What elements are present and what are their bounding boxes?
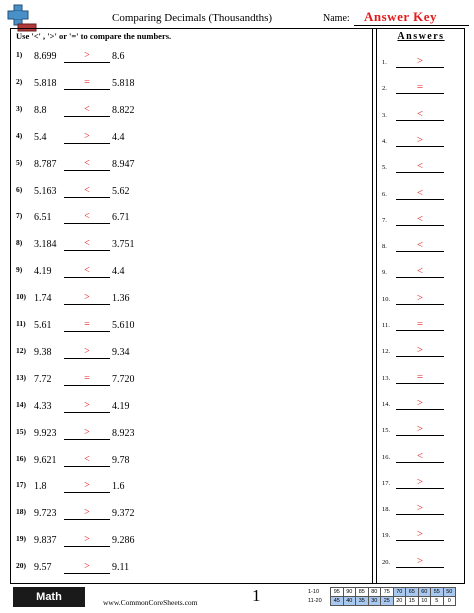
answer-number: 17. bbox=[382, 479, 391, 487]
answer-column-divider bbox=[372, 28, 373, 584]
question-number: 10) bbox=[16, 292, 26, 302]
answer-line[interactable]: > bbox=[396, 556, 444, 568]
right-number: 9.11 bbox=[112, 562, 130, 574]
answer-blank[interactable]: < bbox=[64, 265, 110, 278]
answer-line[interactable]: = bbox=[396, 372, 444, 384]
answer-number: 1. bbox=[382, 59, 387, 66]
answer-blank[interactable]: < bbox=[64, 238, 110, 251]
score-row-label: 11-20 bbox=[308, 598, 322, 604]
answer-row bbox=[382, 135, 464, 149]
site-url: www.CommonCoreSheets.com bbox=[103, 598, 198, 607]
right-number: 9.372 bbox=[112, 508, 135, 520]
answer-line[interactable]: > bbox=[396, 424, 444, 436]
right-number: 5.62 bbox=[112, 185, 130, 197]
answer-line[interactable]: > bbox=[396, 135, 444, 147]
score-cell: 75 bbox=[381, 588, 394, 597]
question-number: 19) bbox=[16, 534, 26, 544]
answer-number: 14. bbox=[382, 400, 391, 408]
answer-number: 7. bbox=[382, 216, 387, 224]
score-cell: 25 bbox=[381, 597, 394, 606]
left-number: 5.163 bbox=[34, 185, 57, 197]
answer-number: 12. bbox=[382, 348, 391, 356]
right-number: 4.4 bbox=[112, 131, 125, 143]
answer-row bbox=[382, 529, 464, 543]
answer-row bbox=[382, 319, 464, 333]
score-cell: 70 bbox=[393, 588, 406, 597]
right-number: 3.751 bbox=[112, 239, 135, 251]
left-number: 6.51 bbox=[34, 212, 52, 224]
answer-key-label: Answer Key bbox=[364, 9, 438, 24]
answer-blank[interactable]: < bbox=[64, 158, 110, 171]
left-number: 9.923 bbox=[34, 427, 57, 439]
answer-blank[interactable]: > bbox=[64, 507, 110, 520]
left-number: 5.818 bbox=[34, 77, 57, 89]
answer-row bbox=[382, 345, 464, 359]
left-number: 9.57 bbox=[34, 562, 52, 574]
answer-row bbox=[382, 556, 464, 570]
answer-line[interactable]: < bbox=[396, 266, 444, 278]
answer-blank[interactable]: = bbox=[64, 319, 110, 332]
answer-blank[interactable]: > bbox=[64, 346, 110, 359]
score-table bbox=[308, 587, 456, 606]
score-cell: 0 bbox=[443, 597, 456, 606]
question-number: 9) bbox=[16, 265, 23, 275]
score-cell: 40 bbox=[343, 597, 356, 606]
answer-blank[interactable]: < bbox=[64, 104, 110, 117]
right-number: 9.78 bbox=[112, 454, 130, 466]
answer-column-divider-inner bbox=[376, 28, 377, 584]
answer-line[interactable]: > bbox=[396, 398, 444, 410]
answer-blank[interactable]: > bbox=[64, 427, 110, 440]
left-number: 9.723 bbox=[34, 508, 57, 520]
right-number: 7.720 bbox=[112, 373, 135, 385]
answer-line[interactable]: < bbox=[396, 188, 444, 200]
answer-row bbox=[382, 214, 464, 228]
question-number: 20) bbox=[16, 561, 26, 571]
answer-row bbox=[382, 477, 464, 491]
right-number: 8.947 bbox=[112, 158, 135, 170]
left-number: 4.33 bbox=[34, 400, 52, 412]
name-label: Name: bbox=[323, 13, 350, 24]
answer-number: 5. bbox=[382, 164, 387, 172]
right-number: 8.923 bbox=[112, 427, 135, 439]
score-cell: 60 bbox=[418, 588, 431, 597]
instructions: Use '<' , '>' or '=' to compare the numbers. bbox=[16, 31, 172, 41]
page-number: 1 bbox=[252, 586, 261, 605]
right-number: 6.71 bbox=[112, 212, 130, 224]
answer-line[interactable]: < bbox=[396, 240, 444, 252]
answer-blank[interactable]: < bbox=[64, 454, 110, 467]
answer-row bbox=[382, 398, 464, 412]
question-number: 2) bbox=[16, 76, 23, 86]
score-cell: 35 bbox=[356, 597, 369, 606]
answer-line[interactable]: < bbox=[396, 109, 444, 121]
answer-row bbox=[382, 266, 464, 280]
score-cell: 10 bbox=[418, 597, 431, 606]
score-row bbox=[308, 588, 456, 597]
answer-number: 20. bbox=[382, 558, 391, 566]
left-number: 8.699 bbox=[34, 51, 57, 62]
left-number: 1.8 bbox=[34, 481, 47, 493]
score-cell: 45 bbox=[331, 597, 344, 606]
left-number: 9.621 bbox=[34, 454, 57, 466]
answer-number: 9. bbox=[382, 269, 387, 277]
answer-number: 4. bbox=[382, 137, 387, 145]
answer-line[interactable]: = bbox=[396, 319, 444, 331]
right-number: 9.286 bbox=[112, 535, 135, 547]
left-number: 9.837 bbox=[34, 535, 57, 547]
left-number: 3.184 bbox=[34, 239, 57, 251]
answer-line[interactable]: < bbox=[396, 451, 444, 463]
score-cell: 80 bbox=[368, 588, 381, 597]
answer-row bbox=[382, 293, 464, 307]
answer-line[interactable]: < bbox=[396, 161, 444, 173]
answer-blank[interactable]: = bbox=[64, 77, 110, 90]
answer-row bbox=[382, 82, 464, 96]
right-number: 4.19 bbox=[112, 400, 130, 412]
left-number: 1.74 bbox=[34, 293, 52, 305]
answer-row bbox=[382, 424, 464, 438]
answer-line[interactable]: > bbox=[396, 293, 444, 305]
question-number: 3) bbox=[16, 103, 23, 113]
score-cell: 65 bbox=[406, 588, 419, 597]
answer-number: 16. bbox=[382, 453, 391, 461]
answer-row bbox=[382, 56, 464, 70]
score-row bbox=[308, 597, 456, 606]
answer-blank[interactable]: > bbox=[64, 292, 110, 305]
right-number: 8.6 bbox=[112, 51, 125, 62]
answers-heading: Answers bbox=[397, 31, 445, 42]
answer-row bbox=[382, 188, 464, 202]
answer-line[interactable]: > bbox=[396, 529, 444, 541]
name-line bbox=[354, 25, 469, 26]
answer-blank[interactable]: > bbox=[64, 400, 110, 413]
question-number: 16) bbox=[16, 453, 26, 463]
answer-number: 10. bbox=[382, 295, 391, 303]
score-cell: 20 bbox=[393, 597, 406, 606]
question-number: 13) bbox=[16, 372, 26, 382]
right-number: 5.818 bbox=[112, 77, 135, 89]
answer-row bbox=[382, 372, 464, 386]
answer-row bbox=[382, 161, 464, 175]
answer-row bbox=[382, 240, 464, 254]
subject-badge: Math bbox=[13, 587, 85, 607]
left-number: 4.19 bbox=[34, 266, 52, 278]
score-cell: 55 bbox=[431, 588, 444, 597]
score-cell: 85 bbox=[356, 588, 369, 597]
right-number: 5.610 bbox=[112, 320, 135, 331]
answer-line[interactable]: > bbox=[396, 477, 444, 489]
answer-line[interactable]: = bbox=[396, 82, 444, 94]
question-number: 15) bbox=[16, 426, 26, 436]
question-number: 7) bbox=[16, 211, 23, 221]
answer-blank[interactable]: < bbox=[64, 211, 110, 224]
answer-blank[interactable]: > bbox=[64, 50, 110, 63]
score-cell: 30 bbox=[368, 597, 381, 606]
answer-line[interactable]: > bbox=[396, 56, 444, 68]
answer-line[interactable]: < bbox=[396, 214, 444, 226]
right-number: 8.822 bbox=[112, 104, 135, 116]
answer-number: 6. bbox=[382, 190, 387, 198]
answer-blank[interactable]: > bbox=[64, 534, 110, 547]
question-number: 6) bbox=[16, 184, 23, 194]
answer-line[interactable]: > bbox=[396, 345, 444, 357]
score-cell: 15 bbox=[406, 597, 419, 606]
right-number: 1.36 bbox=[112, 293, 130, 305]
answer-line[interactable]: > bbox=[396, 503, 444, 515]
question-number: 14) bbox=[16, 399, 26, 409]
answer-number: 18. bbox=[382, 506, 391, 514]
right-number: 1.6 bbox=[112, 481, 125, 493]
right-number: 9.34 bbox=[112, 346, 130, 358]
score-cell: 5 bbox=[431, 597, 444, 606]
answer-blank[interactable]: = bbox=[64, 373, 110, 386]
left-number: 5.4 bbox=[34, 131, 47, 143]
score-cell: 50 bbox=[443, 588, 456, 597]
question-number: 11) bbox=[16, 319, 26, 328]
score-cell: 90 bbox=[343, 588, 356, 597]
answer-number: 11. bbox=[382, 322, 390, 329]
answer-blank[interactable]: > bbox=[64, 561, 110, 574]
left-number: 9.38 bbox=[34, 346, 52, 358]
answer-number: 13. bbox=[382, 374, 391, 382]
answer-number: 19. bbox=[382, 532, 391, 540]
question-number: 4) bbox=[16, 130, 23, 140]
question-number: 1) bbox=[16, 50, 23, 59]
answer-row bbox=[382, 109, 464, 123]
score-row-label: 1-10 bbox=[308, 589, 320, 595]
answer-number: 8. bbox=[382, 243, 387, 251]
question-number: 17) bbox=[16, 480, 26, 490]
left-number: 8.787 bbox=[34, 158, 57, 170]
left-number: 5.61 bbox=[34, 320, 52, 331]
answer-number: 3. bbox=[382, 111, 387, 119]
question-number: 5) bbox=[16, 157, 23, 167]
right-number: 4.4 bbox=[112, 266, 125, 278]
question-number: 12) bbox=[16, 345, 26, 355]
answer-number: 2. bbox=[382, 85, 387, 93]
question-number: 18) bbox=[16, 507, 26, 517]
answer-blank[interactable]: < bbox=[64, 185, 110, 198]
question-number: 8) bbox=[16, 238, 23, 248]
answer-number: 15. bbox=[382, 427, 391, 435]
answer-row bbox=[382, 503, 464, 517]
left-number: 8.8 bbox=[34, 104, 47, 116]
answer-row bbox=[382, 451, 464, 465]
answer-blank[interactable]: > bbox=[64, 131, 110, 144]
left-number: 7.72 bbox=[34, 373, 52, 385]
worksheet-title: Comparing Decimals (Thousandths) bbox=[112, 12, 273, 24]
answer-blank[interactable]: > bbox=[64, 480, 110, 493]
score-cell: 95 bbox=[331, 588, 344, 597]
